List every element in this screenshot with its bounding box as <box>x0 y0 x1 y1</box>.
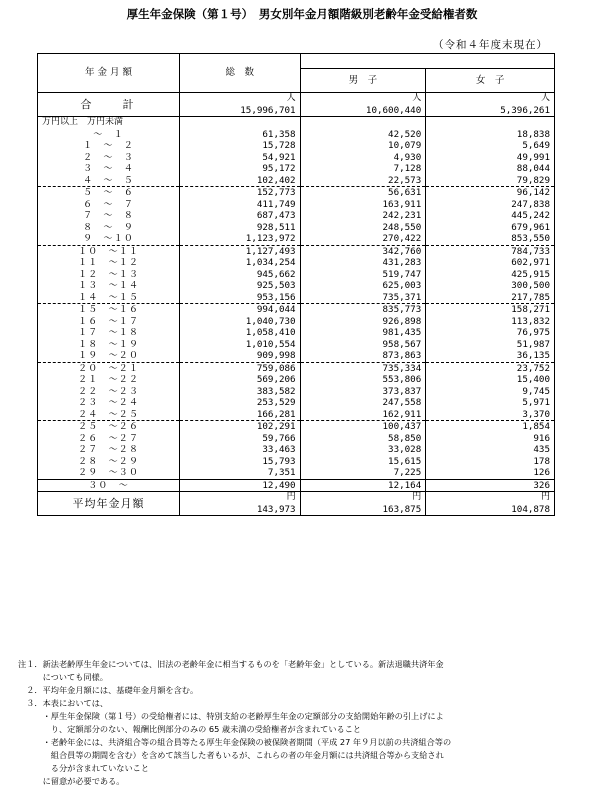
table-row <box>38 409 555 421</box>
cell-band: １２ ～１３ <box>38 269 180 281</box>
cell-band: ４ ～ ５ <box>38 175 180 187</box>
cell-male: 162,911 <box>300 409 426 421</box>
table-row <box>38 362 555 374</box>
cell-male: 56,631 <box>300 187 426 199</box>
cell-band: １４ ～１５ <box>38 292 180 304</box>
cell-female: 88,044 <box>426 163 555 175</box>
cell-band: ２９ ～３０ <box>38 467 180 479</box>
note-line: ・老齢年金には、共済組合等の組合員等たる厚生年金保険の被保険者期間（平成 27 年９月以前の共済組合等の <box>18 737 452 747</box>
cell-female: 96,142 <box>426 187 555 199</box>
cell-band: ２８ ～２９ <box>38 456 180 468</box>
cell-band: １８ ～１９ <box>38 339 180 351</box>
cell-total: 33,463 <box>180 444 301 456</box>
table-row <box>38 386 555 398</box>
table-row <box>38 327 555 339</box>
cell-male: 7,225 <box>300 467 426 479</box>
avg-total: 143,973 <box>180 504 301 516</box>
cell-band: ２ ～ ３ <box>38 152 180 164</box>
cell-male: 33,028 <box>300 444 426 456</box>
cell-male: 981,435 <box>300 327 426 339</box>
cell-male: 553,806 <box>300 374 426 386</box>
cell-total: 253,529 <box>180 397 301 409</box>
table-row <box>38 129 555 141</box>
cell-female: 76,975 <box>426 327 555 339</box>
table-row <box>38 175 555 187</box>
cell-female: 49,991 <box>426 152 555 164</box>
cell-band: ６ ～ ７ <box>38 199 180 211</box>
cell-band: ２０ ～２１ <box>38 362 180 374</box>
cell-female: 113,832 <box>426 316 555 328</box>
cell-total: 1,040,730 <box>180 316 301 328</box>
cell-female: 217,785 <box>426 292 555 304</box>
cell-band: ７ ～ ８ <box>38 210 180 222</box>
cell-total: 945,662 <box>180 269 301 281</box>
cell-male: 735,371 <box>300 292 426 304</box>
cell-band: ２１ ～２２ <box>38 374 180 386</box>
note-line: 注１．新法老齢厚生年金については、旧法の老齢年金に相当するものを「老齢年金」としている。新法退職共済年金 <box>18 659 444 669</box>
cell-male: 958,567 <box>300 339 426 351</box>
cell-male: 4,930 <box>300 152 426 164</box>
pension-table <box>37 53 555 516</box>
table-row <box>38 222 555 234</box>
cell-total: 759,086 <box>180 362 301 374</box>
header-male: 男 子 <box>300 69 426 93</box>
cell-female: 435 <box>426 444 555 456</box>
cell-female: 445,242 <box>426 210 555 222</box>
table-row <box>38 479 555 492</box>
table-row <box>38 269 555 281</box>
cell-band: １６ ～１７ <box>38 316 180 328</box>
cell-total: 1,127,493 <box>180 245 301 257</box>
table-row <box>38 292 555 304</box>
cell-male: 926,898 <box>300 316 426 328</box>
table-row <box>38 316 555 328</box>
table-row <box>38 140 555 152</box>
cell-total: 411,749 <box>180 199 301 211</box>
cell-band: １９ ～２０ <box>38 350 180 362</box>
table-row <box>38 421 555 433</box>
header-total: 総 数 <box>180 54 301 93</box>
cell-male: 373,837 <box>300 386 426 398</box>
cell-female: 36,135 <box>426 350 555 362</box>
cell-band: １７ ～１８ <box>38 327 180 339</box>
cell-female: 79,829 <box>426 175 555 187</box>
cell-band: １０ ～１１ <box>38 245 180 257</box>
total-unit: 人 <box>180 93 301 105</box>
cell-band: ２４ ～２５ <box>38 409 180 421</box>
cell-male: 58,850 <box>300 433 426 445</box>
cell-total: 383,582 <box>180 386 301 398</box>
cell-female: 178 <box>426 456 555 468</box>
cell-total: 687,473 <box>180 210 301 222</box>
note-line: についても同様。 <box>18 672 108 682</box>
cell-band: ２７ ～２８ <box>38 444 180 456</box>
cell-male: 163,911 <box>300 199 426 211</box>
cell-male: 247,558 <box>300 397 426 409</box>
cell-male: 873,863 <box>300 350 426 362</box>
total-unit-row <box>38 93 555 105</box>
cell-female: 9,745 <box>426 386 555 398</box>
cell-total: 61,358 <box>180 129 301 141</box>
cell-band: ～ １ <box>38 129 180 141</box>
cell-male: 270,422 <box>300 233 426 245</box>
cell-band: ８ ～ ９ <box>38 222 180 234</box>
cell-female: 51,987 <box>426 339 555 351</box>
cell-band: １３ ～１４ <box>38 280 180 292</box>
header-spacer <box>300 54 554 69</box>
total-female: 5,396,261 <box>426 105 555 117</box>
cell-band: ９ ～１０ <box>38 233 180 245</box>
avg-label: 平均年金月額 <box>38 492 180 516</box>
cell-total: 953,156 <box>180 292 301 304</box>
cell-total: 15,728 <box>180 140 301 152</box>
cell-total: 925,503 <box>180 280 301 292</box>
table-row <box>38 199 555 211</box>
table-row <box>38 467 555 479</box>
cell-band: ２６ ～２７ <box>38 433 180 445</box>
cell-band: ３ ～ ４ <box>38 163 180 175</box>
female-unit: 人 <box>426 93 555 105</box>
cell-male: 625,003 <box>300 280 426 292</box>
note-line: ・厚生年金保険（第１号）の受給権者には、特別支給の老齢厚生年金の定額部分の支給開始年齢の引上げによ <box>18 711 444 721</box>
cell-total: 102,402 <box>180 175 301 187</box>
cell-male: 342,760 <box>300 245 426 257</box>
band-header: 万円以上 万円未満 <box>38 117 180 129</box>
as-of-date: （令和４年度末現在） <box>433 39 548 51</box>
note-line: ２．平均年金月額には、基礎年金月額を含む。 <box>18 685 199 695</box>
cell-band: １５ ～１６ <box>38 304 180 316</box>
table-row <box>38 280 555 292</box>
cell-total: 54,921 <box>180 152 301 164</box>
header-female: 女 子 <box>426 69 555 93</box>
cell-female: 23,752 <box>426 362 555 374</box>
header-row-1 <box>38 54 555 69</box>
table-row <box>38 397 555 409</box>
cell-band: １１ ～１２ <box>38 257 180 269</box>
cell-total: 59,766 <box>180 433 301 445</box>
table-row <box>38 433 555 445</box>
cell-band: ２３ ～２４ <box>38 397 180 409</box>
total-label: 合 計 <box>38 93 180 117</box>
cell-band: ２５ ～２６ <box>38 421 180 433</box>
cell-female: 1,854 <box>426 421 555 433</box>
cell-female: 126 <box>426 467 555 479</box>
cell-total: 15,793 <box>180 456 301 468</box>
note-line: 組合員等の期間を含む）を含めて該当した者もいるが、これらの者の年金月額には共済組合等から支給され <box>18 750 444 760</box>
table-row <box>38 245 555 257</box>
cell-male: 10,079 <box>300 140 426 152</box>
table-row <box>38 257 555 269</box>
table-row <box>38 233 555 245</box>
cell-female: 853,550 <box>426 233 555 245</box>
cell-total: 12,490 <box>180 479 301 492</box>
cell-total: 1,123,972 <box>180 233 301 245</box>
cell-female: 158,271 <box>426 304 555 316</box>
table-row <box>38 152 555 164</box>
table-row <box>38 187 555 199</box>
avg-female: 104,878 <box>426 504 555 516</box>
cell-male: 835,773 <box>300 304 426 316</box>
cell-female: 425,915 <box>426 269 555 281</box>
cell-female: 326 <box>426 479 555 492</box>
page-title: 厚生年金保険（第１号） 男女別年金月額階級別老齢年金受給権者数 <box>126 7 478 21</box>
avg-unit-female: 円 <box>426 492 555 504</box>
cell-total: 166,281 <box>180 409 301 421</box>
cell-female: 15,400 <box>426 374 555 386</box>
cell-male: 22,573 <box>300 175 426 187</box>
cell-male: 100,437 <box>300 421 426 433</box>
total-male: 10,600,440 <box>300 105 426 117</box>
table-row <box>38 210 555 222</box>
table-row <box>38 444 555 456</box>
avg-unit: 円 <box>180 492 301 504</box>
cell-female: 18,838 <box>426 129 555 141</box>
cell-total: 909,998 <box>180 350 301 362</box>
cell-total: 1,010,554 <box>180 339 301 351</box>
total-total: 15,996,701 <box>180 105 301 117</box>
cell-male: 242,231 <box>300 210 426 222</box>
cell-male: 12,164 <box>300 479 426 492</box>
cell-total: 95,172 <box>180 163 301 175</box>
cell-band: ２２ ～２３ <box>38 386 180 398</box>
cell-total: 102,291 <box>180 421 301 433</box>
cell-male: 15,615 <box>300 456 426 468</box>
cell-female: 5,971 <box>426 397 555 409</box>
cell-total: 928,511 <box>180 222 301 234</box>
cell-male: 735,334 <box>300 362 426 374</box>
cell-total: 994,044 <box>180 304 301 316</box>
avg-unit-male: 円 <box>300 492 426 504</box>
cell-total: 152,773 <box>180 187 301 199</box>
cell-female: 300,500 <box>426 280 555 292</box>
cell-total: 7,351 <box>180 467 301 479</box>
note-line: る分が含まれていないこと <box>18 763 150 773</box>
note-line: り、定額部分のない、報酬比例部分のみの 65 歳未満の受給権者が含まれていること <box>18 724 362 734</box>
cell-total: 569,206 <box>180 374 301 386</box>
band-header-row <box>38 117 555 129</box>
cell-female: 5,649 <box>426 140 555 152</box>
cell-band: １ ～ ２ <box>38 140 180 152</box>
cell-male: 519,747 <box>300 269 426 281</box>
table-row <box>38 163 555 175</box>
table-row <box>38 456 555 468</box>
cell-female: 3,370 <box>426 409 555 421</box>
cell-total: 1,058,410 <box>180 327 301 339</box>
table-row <box>38 304 555 316</box>
cell-total: 1,034,254 <box>180 257 301 269</box>
cell-male: 248,550 <box>300 222 426 234</box>
cell-male: 42,520 <box>300 129 426 141</box>
table-row <box>38 350 555 362</box>
header-band: 年 金 月 額 <box>38 54 180 93</box>
cell-band: ３０ ～ <box>38 479 180 492</box>
male-unit: 人 <box>300 93 426 105</box>
cell-female: 679,961 <box>426 222 555 234</box>
cell-female: 602,971 <box>426 257 555 269</box>
cell-band: ５ ～ ６ <box>38 187 180 199</box>
table-row <box>38 339 555 351</box>
avg-male: 163,875 <box>300 504 426 516</box>
note-line: ３．本表においては、 <box>18 698 109 708</box>
cell-female: 247,838 <box>426 199 555 211</box>
table-row <box>38 374 555 386</box>
cell-male: 7,128 <box>300 163 426 175</box>
cell-female: 916 <box>426 433 555 445</box>
cell-male: 431,283 <box>300 257 426 269</box>
avg-unit-row <box>38 492 555 504</box>
notes <box>18 658 588 788</box>
cell-female: 784,733 <box>426 245 555 257</box>
note-line: に留意が必要である。 <box>18 776 125 786</box>
